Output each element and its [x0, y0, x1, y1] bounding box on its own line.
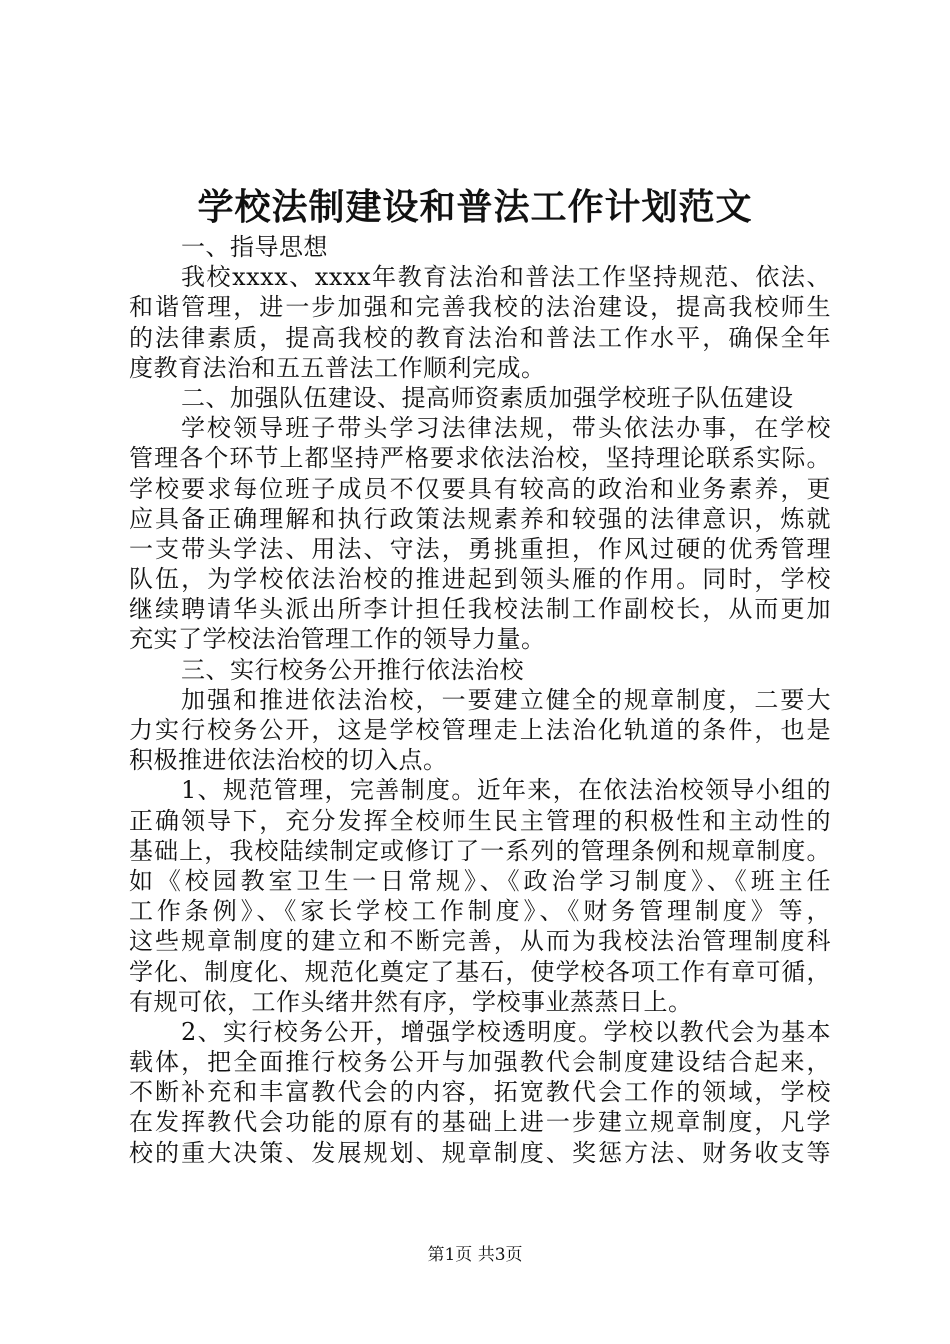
document-body: [129, 232, 831, 1168]
text-line: 2、实行校务公开，增强学校透明度。学校以教代会为基本: [181, 1017, 831, 1046]
text-line: 度教育法治和五五普法工作顺利完成。: [129, 353, 546, 382]
text-line: 学校要求每位班子成员不仅要具有较高的政治和业务素养，更: [129, 474, 831, 503]
text-line: 充实了学校法治管理工作的领导力量。: [129, 625, 546, 654]
page-footer: 第1页 共3页: [427, 1245, 523, 1265]
text-line: 队伍，为学校依法治校的推进起到领头雁的作用。同时，学校: [129, 565, 831, 594]
text-line: 一、指导思想: [181, 233, 328, 261]
text-line: 不断补充和丰富教代会的内容，拓宽教代会工作的领域，学校: [129, 1078, 831, 1107]
text-line: 学化、制度化、规范化奠定了基石，使学校各项工作有章可循，: [129, 957, 831, 986]
text-line: 的法律素质，提高我校的教育法治和普法工作水平，确保全年: [129, 323, 831, 352]
text-line: 加强和推进依法治校，一要建立健全的规章制度，二要大: [181, 685, 831, 714]
text-line: 积极推进依法治校的切入点。: [129, 746, 448, 775]
text-line: 力实行校务公开，这是学校管理走上法治化轨道的条件，也是: [129, 716, 831, 744]
text-line: 一支带头学法、用法、守法，勇挑重担，作风过硬的优秀管理: [129, 534, 831, 563]
text-line: 二、加强队伍建设、提高师资素质加强学校班子队伍建设: [181, 383, 794, 412]
text-line: 基础上，我校陆续制定或修订了一系列的管理条例和规章制度。: [129, 836, 831, 865]
text-line: 三、实行校务公开推行依法治校: [181, 655, 524, 684]
text-line: 和谐管理，进一步加强和完善我校的法治建设，提高我校师生: [129, 293, 831, 322]
text-line: 在发挥教代会功能的原有的基础上进一步建立规章制度，凡学: [129, 1108, 831, 1137]
text-line: 如《校园教室卫生一日常规》、《政治学习制度》、《班主任: [129, 866, 831, 895]
text-line: 有规可依，工作头绪井然有序，学校事业蒸蒸日上。: [129, 987, 693, 1016]
text-line: 1、规范管理，完善制度。近年来，在依法治校领导小组的: [181, 776, 831, 805]
text-line: 我校xxxx、xxxx年教育法治和普法工作坚持规范、依法、: [181, 263, 831, 292]
text-line: 应具备正确理解和执行政策法规素养和较强的法律意识，炼就: [129, 504, 831, 533]
document-title: 学校法制建设和普法工作计划范文: [197, 186, 753, 228]
text-line: 工作条例》、《家长学校工作制度》、《财务管理制度》等，: [129, 897, 831, 926]
text-line: 继续聘请华头派出所李计担任我校法制工作副校长，从而更加: [129, 595, 831, 624]
text-line: 正确领导下，充分发挥全校师生民主管理的积极性和主动性的: [129, 806, 831, 835]
text-line: 载体，把全面推行校务公开与加强教代会制度建设结合起来，: [129, 1048, 831, 1077]
text-line: 这些规章制度的建立和不断完善，从而为我校法治管理制度科: [129, 927, 831, 956]
text-line: 管理各个环节上都坚持严格要求依法治校，坚持理论联系实际。: [129, 444, 831, 473]
text-line: 学校领导班子带头学习法律法规，带头依法办事，在学校: [181, 414, 831, 443]
text-line: 校的重大决策、发展规划、规章制度、奖惩方法、财务收支等: [129, 1138, 831, 1167]
